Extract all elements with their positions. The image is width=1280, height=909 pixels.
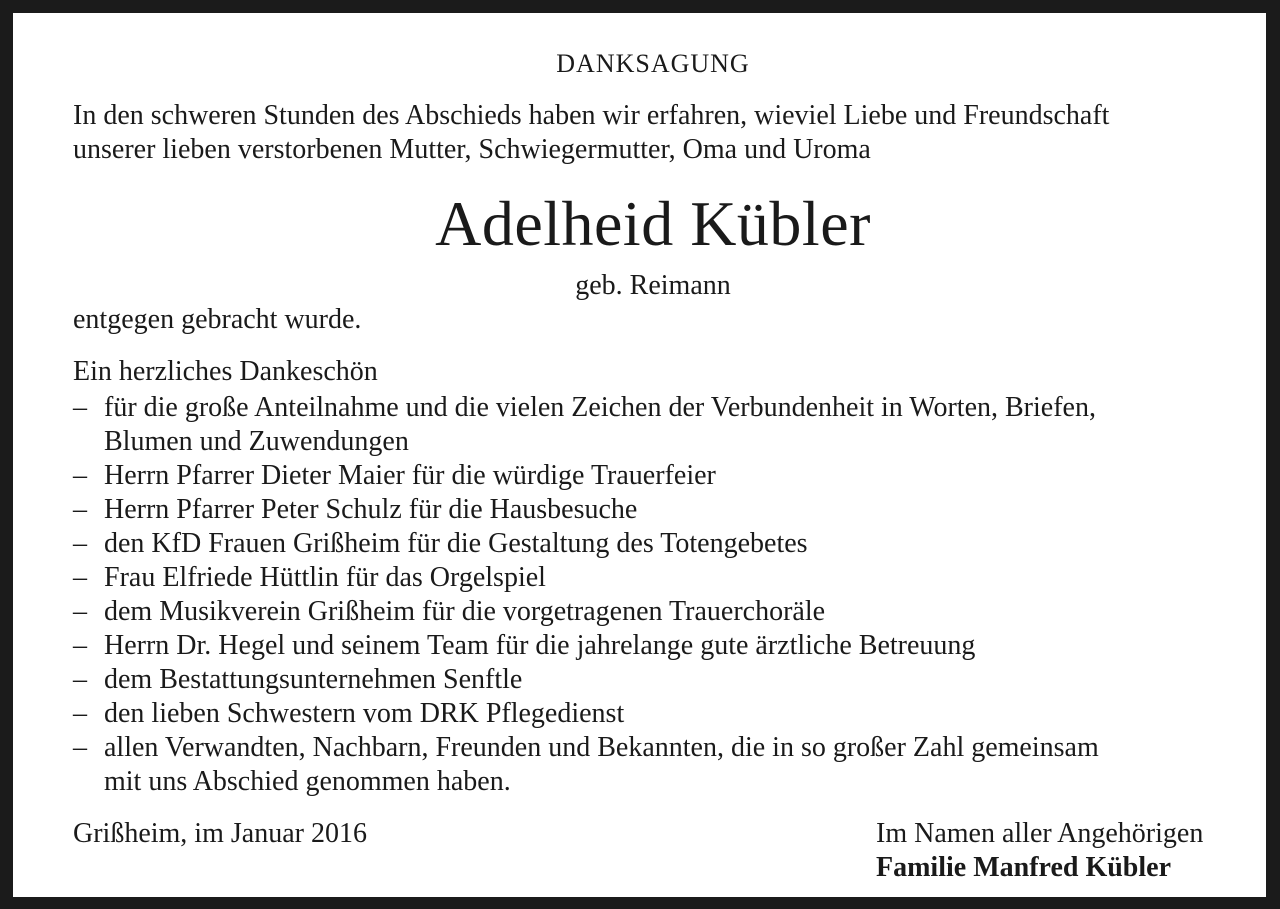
notice-content xyxy=(73,47,1233,883)
deceased-name: Adelheid Kübler xyxy=(435,188,871,259)
thanks-item-line: dem Musikverein Grißheim für die vorgetragenen Trauerchoräle xyxy=(104,596,826,627)
thanks-item-line: Herrn Pfarrer Peter Schulz für die Hausbesuche xyxy=(104,494,638,525)
thanks-list xyxy=(73,391,1233,799)
thanks-item-line: Frau Elfriede Hüttlin für das Orgelspiel xyxy=(104,562,546,593)
thanks-item xyxy=(73,697,1233,731)
thanks-item xyxy=(73,629,1233,663)
notice-heading: DANKSAGUNG xyxy=(556,49,750,78)
intro-line: unserer lieben verstorbenen Mutter, Schwiegermutter, Oma und Uroma xyxy=(73,134,871,165)
dash-bullet: – xyxy=(73,562,87,593)
intro-text xyxy=(73,99,1233,167)
thanks-item-line: den lieben Schwestern vom DRK Pflegedienst xyxy=(104,698,625,729)
intro-line: In den schweren Stunden des Abschieds haben wir erfahren, wieviel Liebe und Freundschaft xyxy=(73,100,1110,131)
dash-bullet: – xyxy=(73,664,87,695)
thanks-item-line: den KfD Frauen Grißheim für die Gestaltung des Totengebetes xyxy=(104,528,808,559)
dash-bullet: – xyxy=(73,528,87,559)
thanks-item xyxy=(73,527,1233,561)
dash-bullet: – xyxy=(73,698,87,729)
dash-bullet: – xyxy=(73,596,87,627)
thanks-item xyxy=(73,493,1233,527)
signature-block xyxy=(876,817,1203,885)
dash-bullet: – xyxy=(73,494,87,525)
thanks-item xyxy=(73,731,1233,799)
dash-bullet: – xyxy=(73,460,87,491)
thanks-item xyxy=(73,561,1233,595)
thanks-item-line: allen Verwandten, Nachbarn, Freunden und Bekannten, die in so großer Zahl gemeinsam xyxy=(104,732,1099,763)
thanks-item-line: für die große Anteilnahme und die vielen Zeichen der Verbundenheit in Worten, Briefen, xyxy=(104,392,1096,423)
thanks-item xyxy=(73,459,1233,493)
thanks-item-line: Blumen und Zuwendungen xyxy=(104,426,409,457)
thanks-item xyxy=(73,391,1233,459)
thanks-item-line: Herrn Dr. Hegel und seinem Team für die jahrelange gute ärztliche Betreuung xyxy=(104,630,976,661)
on-behalf-text: Im Namen aller Angehörigen xyxy=(876,818,1204,849)
thanks-item xyxy=(73,595,1233,629)
thanks-item-line: Herrn Pfarrer Dieter Maier für die würdige Trauerfeier xyxy=(104,460,716,491)
birth-name: geb. Reimann xyxy=(575,270,731,301)
thanks-item-line: mit uns Abschied genommen haben. xyxy=(104,766,511,797)
place-date: Grißheim, im Januar 2016 xyxy=(73,818,367,849)
dash-bullet: – xyxy=(73,732,87,763)
dash-bullet: – xyxy=(73,392,87,423)
family-name: Familie Manfred Kübler xyxy=(876,852,1171,883)
thanks-intro: Ein herzliches Dankeschön xyxy=(73,356,378,387)
dash-bullet: – xyxy=(73,630,87,661)
thanks-item-line: dem Bestattungsunternehmen Senftle xyxy=(104,664,523,695)
thanks-item xyxy=(73,663,1233,697)
after-name-text: entgegen gebracht wurde. xyxy=(73,304,362,335)
